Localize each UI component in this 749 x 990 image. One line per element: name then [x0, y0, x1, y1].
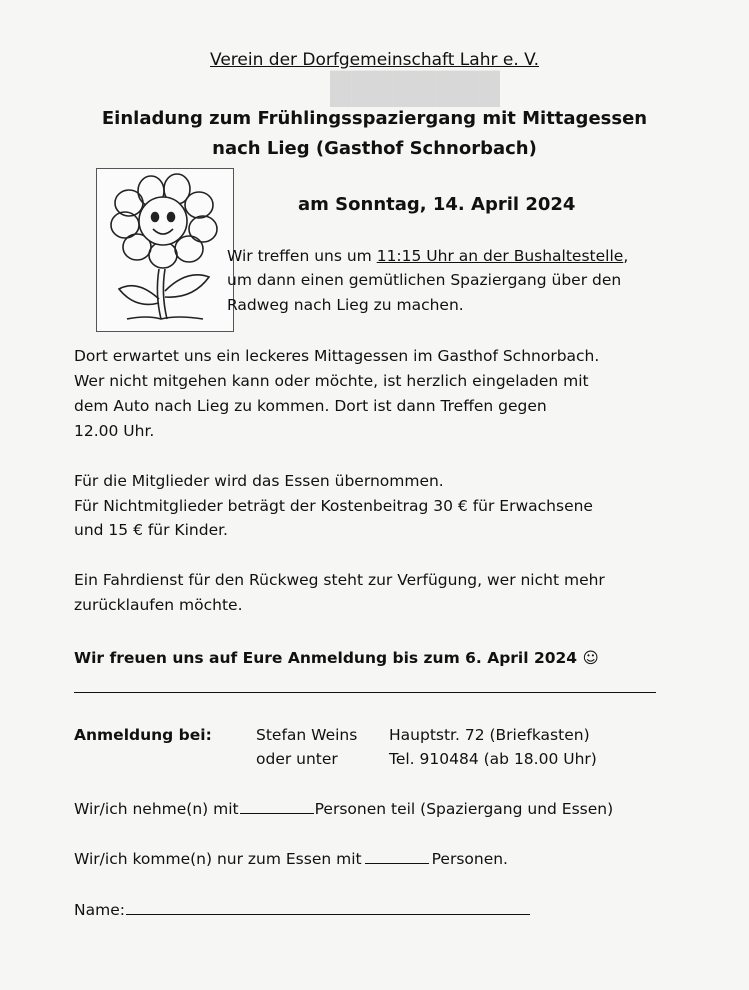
- meeting-line1: [227, 244, 628, 268]
- meal-only-suffix: Personen.: [431, 850, 508, 868]
- registration-deadline: Wir freuen uns auf Eure Anmeldung bis zum 6. April 2024 ☺: [74, 649, 599, 667]
- smiling-flower-icon: [97, 169, 233, 331]
- organization-name: Verein der Dorfgemeinschaft Lahr e. V.: [210, 50, 539, 70]
- paragraph2-line2: Wer nicht mitgehen kann oder möchte, ist herzlich eingeladen mit: [74, 372, 589, 390]
- participants-blank[interactable]: [240, 799, 314, 814]
- meal-only-prefix: Wir/ich komme(n) nur zum Essen mit: [74, 850, 362, 868]
- meeting-line2: um dann einen gemütlichen Spaziergang über den: [227, 271, 622, 289]
- paragraph2-line1: Dort erwartet uns ein leckeres Mittagessen im Gasthof Schnorbach.: [74, 347, 600, 365]
- paragraph3-line1: Für die Mitglieder wird das Essen übernommen.: [74, 472, 444, 490]
- meal-only-blank[interactable]: [365, 849, 429, 864]
- registration-label: Anmeldung bei:: [74, 726, 212, 744]
- contact-name: Stefan Weins: [256, 726, 358, 744]
- participants-prefix: Wir/ich nehme(n) mit: [74, 800, 239, 818]
- paragraph4-line2: zurücklaufen möchte.: [74, 596, 243, 614]
- paragraph3-line3: und 15 € für Kinder.: [74, 521, 228, 539]
- invitation-title-line2: nach Lieg (Gasthof Schnorbach): [212, 138, 537, 159]
- paragraph4-line1: Ein Fahrdienst für den Rückweg steht zur Verfügung, wer nicht mehr: [74, 571, 605, 589]
- invitation-title-line1: Einladung zum Frühlingsspaziergang mit Mittagessen: [101, 108, 648, 129]
- meeting-comma: ,: [623, 247, 629, 265]
- flower-illustration: [96, 168, 234, 332]
- paragraph3-line2: Für Nichtmitglieder beträgt der Kostenbeitrag 30 € für Erwachsene: [74, 497, 593, 515]
- meeting-prefix: Wir treffen uns um: [227, 247, 377, 265]
- participants-suffix: Personen teil (Spaziergang und Essen): [314, 800, 614, 818]
- form-line-meal-only: [74, 847, 508, 871]
- contact-phone: Tel. 910484 (ab 18.00 Uhr): [389, 750, 597, 768]
- name-blank[interactable]: [126, 900, 530, 915]
- paragraph2-line3: dem Auto nach Lieg zu kommen. Dort ist dann Treffen gegen: [74, 397, 547, 415]
- bleed-through: ████████: [330, 72, 501, 105]
- meeting-line3: Radweg nach Lieg zu machen.: [227, 296, 464, 314]
- event-date: am Sonntag, 14. April 2024: [298, 194, 576, 215]
- form-line-name: [74, 898, 530, 922]
- meeting-time-place: 11:15 Uhr an der Bushaltestelle: [376, 247, 624, 265]
- name-label: Name:: [74, 901, 125, 919]
- divider-line: [74, 692, 656, 693]
- paragraph2-line4: 12.00 Uhr.: [74, 422, 155, 440]
- contact-alt: oder unter: [256, 750, 338, 768]
- form-line-participants: [74, 797, 613, 821]
- contact-address: Hauptstr. 72 (Briefkasten): [389, 726, 590, 744]
